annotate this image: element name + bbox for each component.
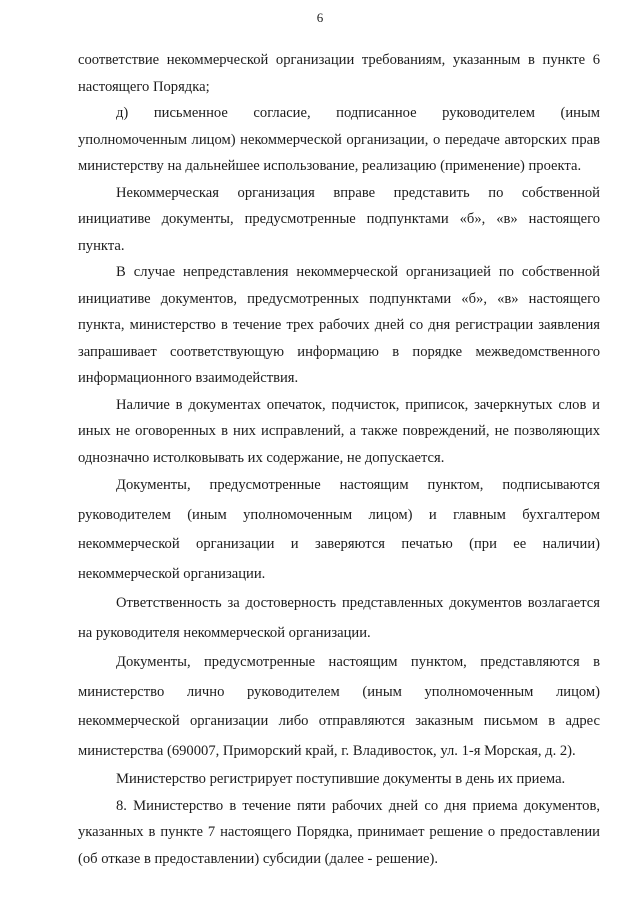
- page-number: 6: [316, 10, 324, 25]
- paragraph-continuation: соответствие некоммерческой организации требованиям, указанным в пункте 6 настоящего Порядка;: [78, 52, 600, 95]
- paragraph-submission: Документы, предусмотренные настоящим пунктом, представляются в министерство лично руководителем (иным уполномоченным лицом) некоммерческой организации либо отправляются заказным письмом в адрес министерства (690007, Приморский край, г. Владивосток, ул. 1-я Морская, д. 2).: [78, 654, 600, 759]
- paragraph-section-8: 8. Министерство в течение пяти рабочих дней со дня приема документов, указанных в пункте 7 настоящего Порядка, принимает решение о предоставлении (об отказе в предоставлении) субсидии (далее - решение).: [78, 797, 600, 867]
- paragraph-optional-documents: Некоммерческая организация вправе представить по собственной инициативе документы, предусмотренные подпунктами «б», «в» настоящего пункта.: [78, 184, 600, 254]
- paragraph-interagency-request: В случае непредставления некоммерческой организацией по собственной инициативе документов, предусмотренных подпунктами «б», «в» настоящего пункта, министерство в течение трех рабочих дней со дня регистрации заявления запрашивает соответствующую информацию в порядке межведомственного информационного взаимодействия.: [78, 264, 600, 386]
- paragraph-no-corrections: Наличие в документах опечаток, подчисток, приписок, зачеркнутых слов и иных не оговоренных в них исправлений, а также повреждений, не позволяющих однозначно истолковывать их содержание, не допускается.: [78, 396, 600, 466]
- paragraph-item-d: д) письменное согласие, подписанное руководителем (иным уполномоченным лицом) некоммерческой организации, о передаче авторских прав министерству на дальнейшее использование, реализацию (применение) проекта.: [78, 105, 600, 174]
- paragraph-registration: Министерство регистрирует поступившие документы в день их приема.: [116, 771, 566, 787]
- paragraph-responsibility: Ответственность за достоверность представленных документов возлагается на руководителя некоммерческой организации.: [78, 595, 600, 641]
- document-body: [78, 47, 600, 872]
- paragraph-signatures: Документы, предусмотренные настоящим пунктом, подписываются руководителем (иным уполномоченным лицом) и главным бухгалтером некоммерческой организации и заверяются печатью (при ее наличии) некоммерческой организации.: [78, 477, 600, 582]
